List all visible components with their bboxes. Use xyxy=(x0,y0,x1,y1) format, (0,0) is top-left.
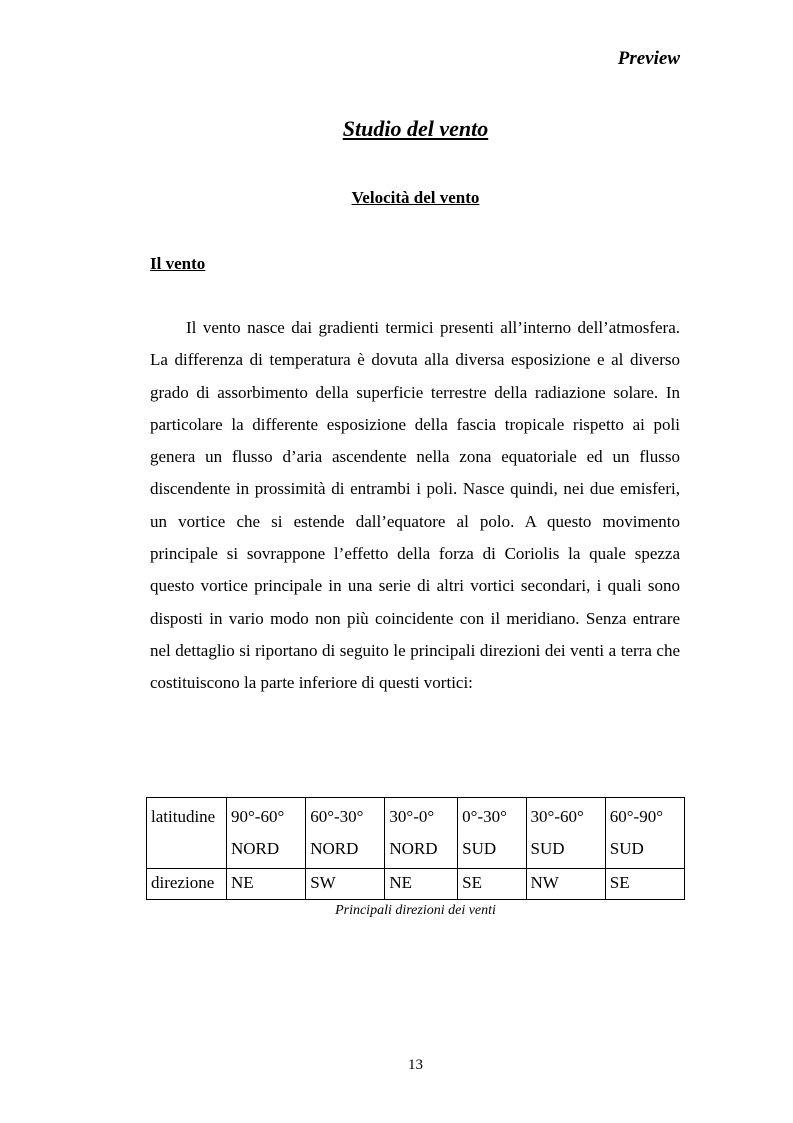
table-cell-latitude xyxy=(227,798,306,869)
table-cell-latitude xyxy=(605,798,684,869)
latitude-range: 60°-30° xyxy=(310,807,364,826)
table-cell-direction: NW xyxy=(526,869,605,900)
table-cell-direction: SW xyxy=(306,869,385,900)
latitude-range: 60°-90° xyxy=(609,807,663,826)
hemisphere: SUD xyxy=(462,839,497,858)
table-caption: Principali direzioni dei venti xyxy=(335,903,496,918)
wind-direction-table xyxy=(146,797,685,900)
preview-label: Preview xyxy=(617,48,680,69)
hemisphere: SUD xyxy=(530,839,565,858)
table-cell-latitude xyxy=(306,798,385,869)
table-cell-direction: NE xyxy=(385,869,458,900)
table-cell-latitude xyxy=(458,798,526,869)
latitude-range: 30°-60° xyxy=(530,807,584,826)
hemisphere: NORD xyxy=(231,839,280,858)
hemisphere: NORD xyxy=(389,839,438,858)
page-number: 13 xyxy=(408,1057,423,1073)
table-cell-latitude xyxy=(385,798,458,869)
table-cell-direction: SE xyxy=(605,869,684,900)
table-cell-direction: NE xyxy=(227,869,306,900)
table-header-latitude: latitudine xyxy=(147,798,227,869)
table-header-direction: direzione xyxy=(147,869,227,900)
section-title: Velocità del vento xyxy=(351,188,480,207)
hemisphere: SUD xyxy=(609,839,644,858)
latitude-range: 30°-0° xyxy=(389,807,435,826)
latitude-range: 0°-30° xyxy=(462,807,507,826)
subsection-title: Il vento xyxy=(150,254,206,273)
body-paragraph: Il vento nasce dai gradienti termici presenti all’interno dell’atmosfera. La differenza di temperatura è dovuta alla diversa esposizione e al diverso grado di assorbimento della superficie terrestre della radiazione solare. In particolare la differente esposizione della fascia tropicale rispetto ai poli genera un flusso d’aria ascendente nella zona equatoriale ed un flusso discendente in prossimità di entrambi i poli. Nasce quindi, nei due emisferi, un vortice che si estende dall’equatore al polo. A questo movimento principale si sovrappone l’effetto della forza di Coriolis la quale spezza questo vortice principale in una serie di altri vortici secondari, i quali sono disposti in vario modo non più coincidente con il meridiano. Senza entrare nel dettaglio si riportano di seguito le principali direzioni dei venti a terra che costituiscono la parte inferiore di questi vortici: xyxy=(150,318,680,693)
latitude-range: 90°-60° xyxy=(231,807,285,826)
table-row-direction xyxy=(147,869,685,900)
chapter-title: Studio del vento xyxy=(342,116,489,141)
table-row-latitude xyxy=(147,798,685,869)
table-cell-latitude xyxy=(526,798,605,869)
hemisphere: NORD xyxy=(310,839,359,858)
table-cell-direction: SE xyxy=(458,869,526,900)
